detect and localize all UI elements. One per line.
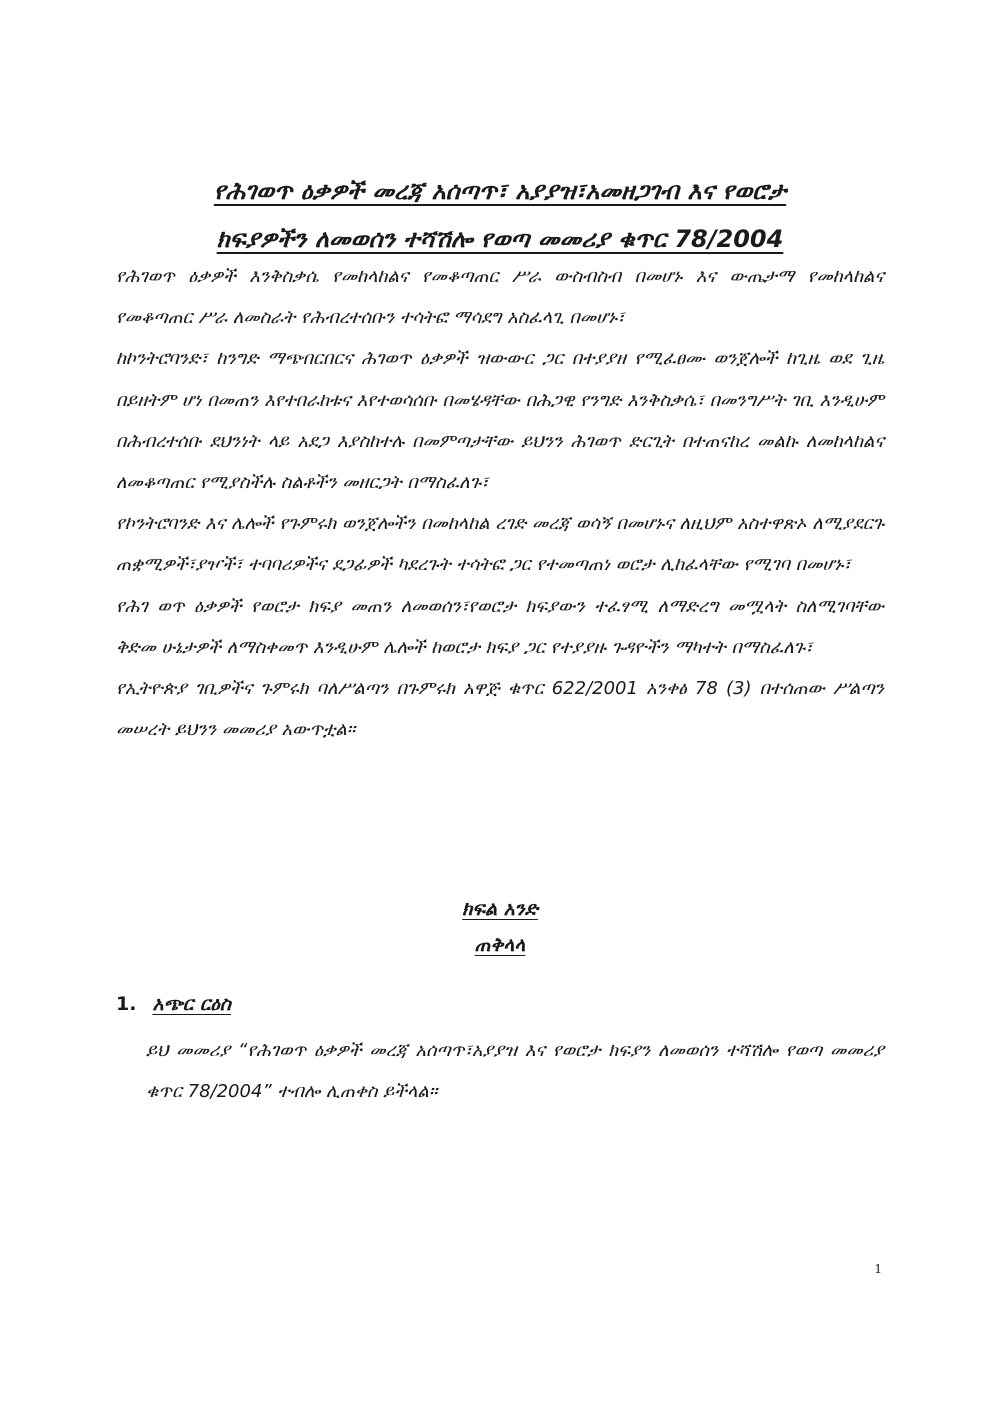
article-1 (116, 992, 884, 1112)
title-line-1-text: የሕገወጥ ዕቃዎች መረጃ አሰጣጥ፣ አያያዝ፣አመዘጋገብ እና የወሮታ (213, 177, 787, 205)
part-subheading (0, 934, 1000, 956)
article-title: አጭር ርዕስ (152, 993, 231, 1015)
page-number: 1 (874, 1262, 882, 1276)
preamble-paragraph: የሕገ ወጥ ዕቃዎች የወሮታ ክፍያ መጠን ለመወሰን፣የወሮታ ክፍያውን ተፈፃሚ ለማድረግ መሟላት ስለሚገባቸው ቅድመ ሁኔታዎች ለማስቀመጥ እንዲሁም ሌሎች ከወሮታ ክፍያ ጋር የተያያዙ ጉዳዮችን ማካተት በማስፈለጉ፣ (116, 595, 884, 658)
preamble-paragraph: የሕገወጥ ዕቃዎች እንቅስቃሴ የመከላከልና የመቆጣጠር ሥራ ውስብስብ በመሆኑ እና ውጤታማ የመከላከልና የመቆጣጠር ሥራ ለመስራት የሕብረተሰቡን ተሳትፎ ማሳደግ አስፈላጊ በመሆኑ፣ (116, 266, 884, 329)
preamble-paragraph: የኮንትሮባንድ እና ሌሎች የጉምሩክ ወንጀሎችን በመከላከል ረገድ መረጃ ወሳኝ በመሆኑና ለዚህም አስተዋጽኦ ለሚያደርጉ ጠቋሚዎች፣ያዦች፣ ተባባሪዎችና ደጋፊዎች ካደረጉት ተሳትፎ ጋር የተመጣጠነ ወሮታ ሊከፈላቸው የሚገባ በመሆኑ፣ (116, 513, 884, 576)
preamble-paragraph: የኢትዮጵያ ገቢዎችና ጉምሩክ ባለሥልጣን በጉምሩክ አዋጅ ቁጥር 622/2001 አንቀፅ 78 (3) በተሰጠው ሥልጣን መሠረት ይህንን መመሪያ አውጥቷል፡፡ (116, 678, 884, 741)
article-number: 1. (116, 993, 137, 1015)
preamble (116, 256, 884, 750)
part-heading (0, 898, 1000, 920)
document-title-line-2 (110, 222, 890, 256)
part-subheading-text: ጠቅላላ (474, 934, 526, 956)
article-body: ይህ መመሪያ “የሕገወጥ ዕቃዎች መረጃ አሰጣጥ፣አያያዝ እና የወሮታ ክፍያን ለመወሰን ተሻሽሎ የወጣ መመሪያ ቁጥር 78/2004” ተብሎ ሊጠቀስ ይችላል፡፡ (146, 1040, 884, 1103)
preamble-paragraph: ከኮንትሮባንድ፣ ከንግድ ማጭበርበርና ሕገወጥ ዕቃዎች ዝውውር ጋር በተያያዘ የሚፈፀሙ ወንጀሎች ከጊዜ ወደ ጊዜ በይዘትም ሆነ በመጠን እየተበራከቱና እየተወሳሰቡ በመሄዳቸው በሕጋዊ የንግድ እንቅስቃሴ፣ በመንግሥት ገቢ እንዲሁም በሕብረተሰቡ ደህንነት ላይ አደጋ እያስከተሉ በመምጣታቸው ይህንን ሕገወጥ ድርጊት በተጠናከረ መልኩ ለመከላከልና ለመቆጣጠር የሚያስችሉ ስልቶችን መዘርጋት በማስፈለጉ፣ (116, 348, 884, 494)
part-heading-text: ክፍል አንድ (462, 898, 538, 920)
article-heading (116, 992, 884, 1016)
document-title-line-1 (110, 174, 890, 208)
title-line-2-text: ክፍያዎችን ለመወሰን ተሻሽሎ የወጣ መመሪያ ቁጥር 78/2004 (216, 225, 784, 253)
